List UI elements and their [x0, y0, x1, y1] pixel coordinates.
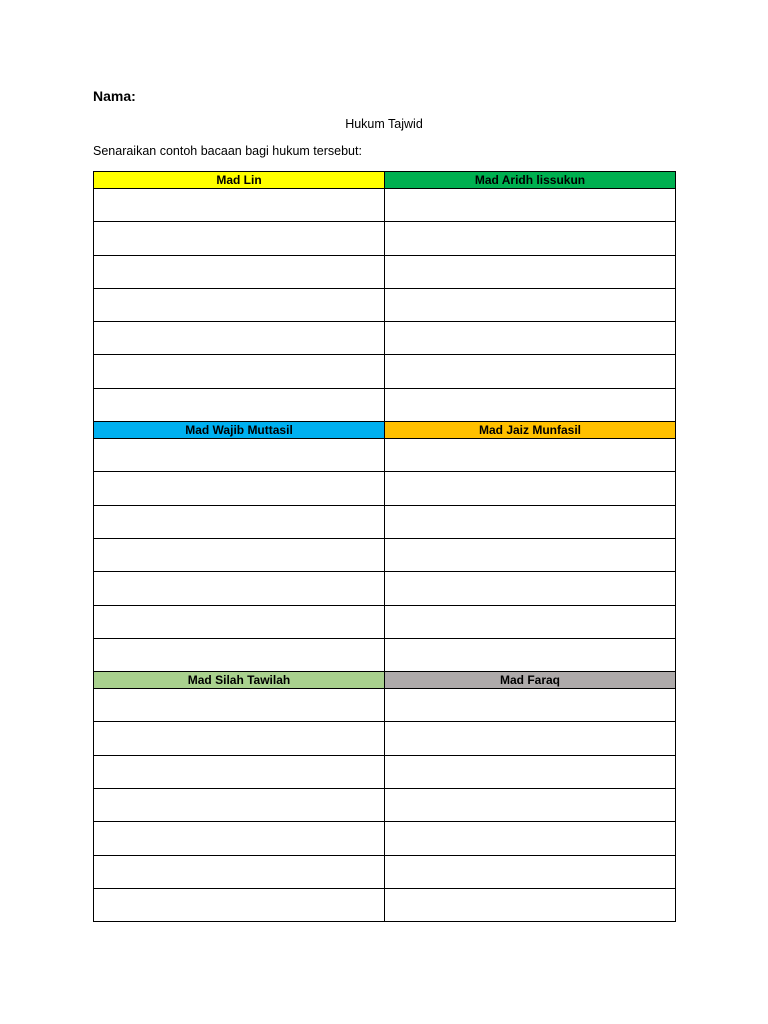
- answer-cell-right[interactable]: [385, 322, 676, 355]
- answer-cell-left[interactable]: [94, 355, 385, 388]
- answer-cell-left[interactable]: [94, 538, 385, 571]
- answer-row: [94, 222, 676, 255]
- answer-cell-right[interactable]: [385, 505, 676, 538]
- answer-cell-right[interactable]: [385, 605, 676, 638]
- answer-cell-left[interactable]: [94, 789, 385, 822]
- answer-row: [94, 789, 676, 822]
- answer-cell-left[interactable]: [94, 472, 385, 505]
- answer-row: [94, 472, 676, 505]
- answer-row: [94, 638, 676, 671]
- answer-row: [94, 255, 676, 288]
- answer-cell-left[interactable]: [94, 855, 385, 888]
- section-header-row: [94, 672, 676, 689]
- answer-cell-left[interactable]: [94, 388, 385, 421]
- answer-row: [94, 288, 676, 321]
- answer-cell-right[interactable]: [385, 189, 676, 222]
- tajwid-table: [93, 171, 676, 922]
- answer-row: [94, 189, 676, 222]
- answer-row: [94, 888, 676, 921]
- answer-cell-left[interactable]: [94, 722, 385, 755]
- answer-cell-left[interactable]: [94, 255, 385, 288]
- answer-row: [94, 605, 676, 638]
- instruction-text: Senaraikan contoh bacaan bagi hukum tersebut:: [93, 144, 362, 158]
- answer-cell-right[interactable]: [385, 222, 676, 255]
- answer-row: [94, 322, 676, 355]
- section-header-row: [94, 172, 676, 189]
- answer-cell-right[interactable]: [385, 755, 676, 788]
- answer-cell-right[interactable]: [385, 255, 676, 288]
- answer-cell-right[interactable]: [385, 855, 676, 888]
- answer-cell-left[interactable]: [94, 505, 385, 538]
- answer-cell-left[interactable]: [94, 605, 385, 638]
- answer-cell-left[interactable]: [94, 439, 385, 472]
- answer-row: [94, 572, 676, 605]
- section-header-right: Mad Jaiz Munfasil: [385, 422, 676, 439]
- answer-cell-left[interactable]: [94, 189, 385, 222]
- answer-cell-right[interactable]: [385, 288, 676, 321]
- section-header-right: Mad Faraq: [385, 672, 676, 689]
- answer-cell-right[interactable]: [385, 638, 676, 671]
- section-header-right: Mad Aridh lissukun: [385, 172, 676, 189]
- answer-cell-right[interactable]: [385, 439, 676, 472]
- answer-cell-right[interactable]: [385, 689, 676, 722]
- section-header-left: Mad Lin: [94, 172, 385, 189]
- answer-row: [94, 388, 676, 421]
- answer-cell-left[interactable]: [94, 638, 385, 671]
- answer-cell-left[interactable]: [94, 755, 385, 788]
- answer-row: [94, 855, 676, 888]
- answer-row: [94, 355, 676, 388]
- answer-row: [94, 822, 676, 855]
- answer-cell-right[interactable]: [385, 822, 676, 855]
- section-header-row: [94, 422, 676, 439]
- answer-cell-right[interactable]: [385, 538, 676, 571]
- nama-label: Nama:: [93, 88, 136, 104]
- answer-cell-right[interactable]: [385, 572, 676, 605]
- answer-cell-left[interactable]: [94, 288, 385, 321]
- answer-cell-right[interactable]: [385, 355, 676, 388]
- answer-cell-left[interactable]: [94, 822, 385, 855]
- answer-cell-right[interactable]: [385, 722, 676, 755]
- answer-cell-right[interactable]: [385, 789, 676, 822]
- answer-row: [94, 689, 676, 722]
- answer-cell-left[interactable]: [94, 322, 385, 355]
- answer-row: [94, 538, 676, 571]
- answer-cell-right[interactable]: [385, 472, 676, 505]
- answer-row: [94, 505, 676, 538]
- answer-row: [94, 722, 676, 755]
- answer-row: [94, 439, 676, 472]
- section-header-left: Mad Silah Tawilah: [94, 672, 385, 689]
- answer-cell-left[interactable]: [94, 689, 385, 722]
- answer-cell-left[interactable]: [94, 222, 385, 255]
- answer-row: [94, 755, 676, 788]
- answer-cell-right[interactable]: [385, 388, 676, 421]
- page-title: Hukum Tajwid: [345, 117, 423, 131]
- answer-cell-right[interactable]: [385, 888, 676, 921]
- answer-cell-left[interactable]: [94, 572, 385, 605]
- section-header-left: Mad Wajib Muttasil: [94, 422, 385, 439]
- answer-cell-left[interactable]: [94, 888, 385, 921]
